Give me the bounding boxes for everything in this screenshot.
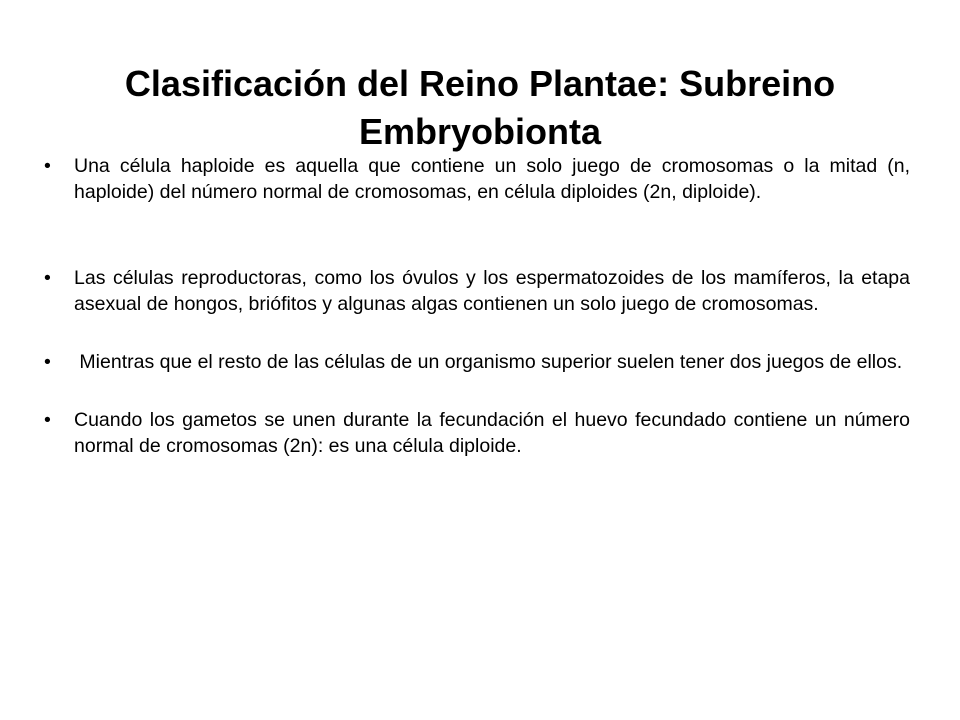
bullet-text: Una célula haploide es aquella que contiene un solo juego de cromosomas o la mitad (n, haploide) del número normal de cromosomas, en célula diploides (2n, diploide). [74,155,910,203]
bullet-item [44,265,910,317]
bullet-icon: • [44,351,51,373]
bullet-icon: • [44,267,51,289]
bullet-icon: • [44,155,51,177]
bullet-item [44,349,910,375]
bullet-text: Cuando los gametos se unen durante la fecundación el huevo fecundado contiene un número normal de cromosomas (2n): es una célula diploide. [74,409,910,457]
bullet-list [44,153,910,459]
bullet-item [44,153,910,205]
bullet-icon: • [44,409,51,431]
bullet-text: Las células reproductoras, como los óvulos y los espermatozoides de los mamíferos, la etapa asexual de hongos, briófitos y algunas algas contienen un solo juego de cromosomas. [74,267,910,315]
bullet-item [44,407,910,459]
bullet-text: Mientras que el resto de las células de un organismo superior suelen tener dos juegos de ellos. [74,351,903,373]
slide-title: Clasificación del Reino Plantae: Subreino Embryobionta [124,63,836,153]
